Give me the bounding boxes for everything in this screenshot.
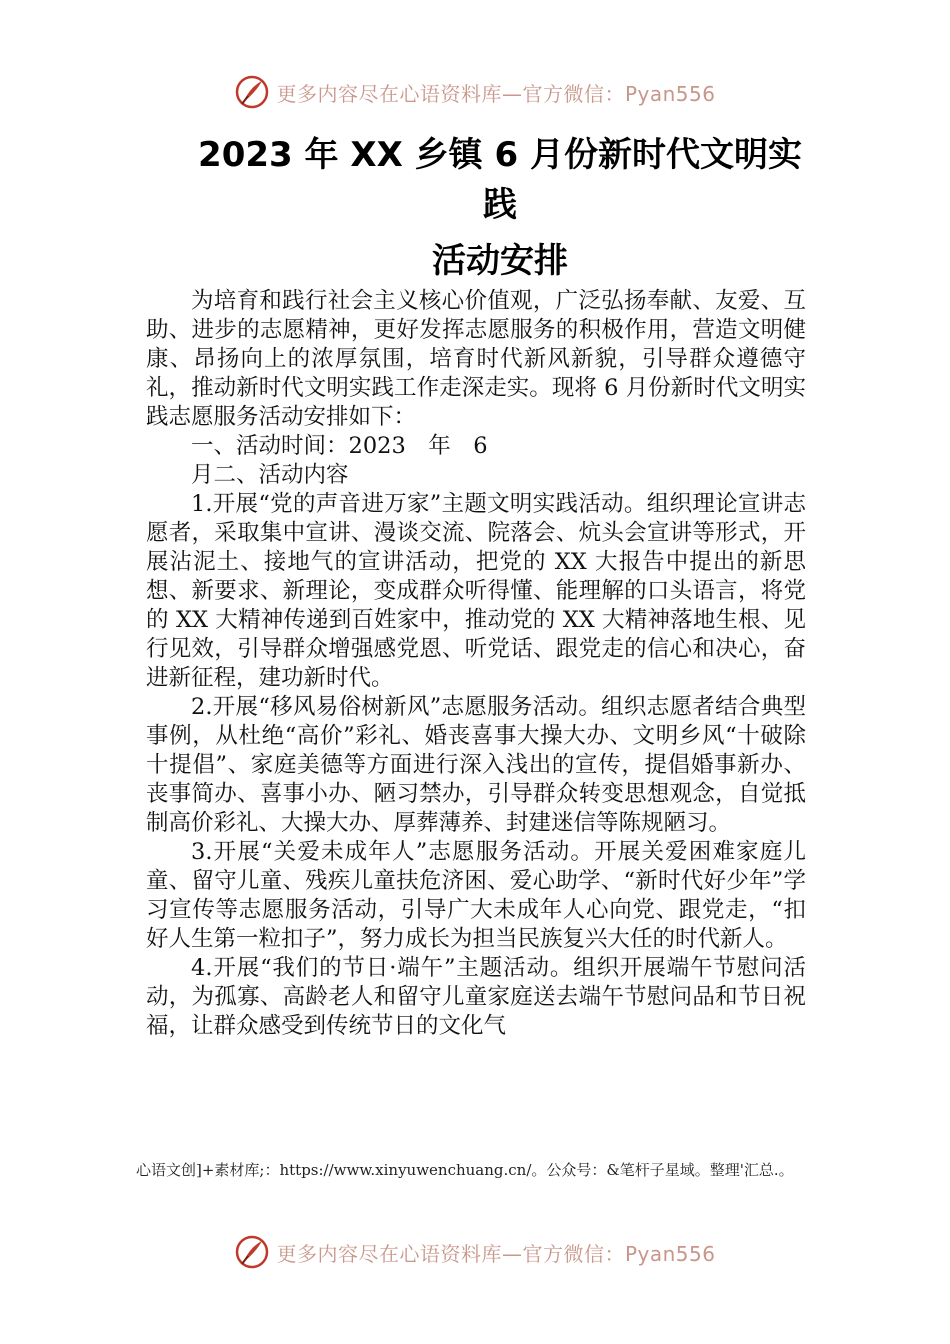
doc-title-line2: 践 [483, 185, 517, 225]
footer-banner [0, 1232, 950, 1272]
doc-title-line3: 活动安排 [432, 241, 568, 281]
paragraph-activity-content: 月二、活动内容 [191, 462, 349, 488]
paragraph-item-4: 4.开展“我们的节日·端午”主题活动。组织开展端午节慰问活动，为孤寡、高龄老人和留守儿童家庭送去端午节慰问品和节日祝福，让群众感受到传统节日的文化气 [146, 955, 806, 1039]
feather-quill-icon [234, 1234, 270, 1270]
doc-title-line1: 2023 年 XX 乡镇 6 月份新时代文明实 [198, 135, 802, 175]
header-banner [0, 72, 950, 112]
paragraph-item-2: 2.开展“移风易俗树新风”志愿服务活动。组织志愿者结合典型事例，从杜绝“高价”彩礼、婚丧喜事大操大办、文明乡风“十破除十提倡”、家庭美德等方面进行深入浅出的宣传，提倡婚事新办、丧事简办、喜事小办、陋习禁办，引导群众转变思想观念，自觉抵制高价彩礼、大操大办、厚葬薄养、封建迷信等陈规陋习。 [146, 694, 806, 836]
paragraph-item-1: 1.开展“党的声音进万家”主题文明实践活动。组织理论宣讲志愿者，采取集中宣讲、漫谈交流、院落会、炕头会宣讲等形式，开展沾泥土、接地气的宣讲活动，把党的 XX 大报告中提出的新思想、新要求、新理论，变成群众听得懂、能理解的口头语言，将党的 XX 大精神传递到百姓家中，推动党的 XX 大精神落地生根、见行见效，引导群众增强感党恩、听党话、跟党走的信心和决心，奋进新征程，建功新时代。 [146, 491, 806, 691]
feather-quill-icon [234, 74, 270, 110]
banner-text: 更多内容尽在心语资料库—官方微信：Pyan556 [276, 81, 716, 106]
doc-body [146, 287, 806, 1041]
source-note: 心语文创]+素材库;：https://www.xinyuwenchuang.cn/。公众号：&笔杆子星域。整理'汇总.。 [136, 1161, 794, 1179]
banner-text: 更多内容尽在心语资料库—官方微信：Pyan556 [276, 1241, 716, 1266]
paragraph-activity-time: 一、活动时间：2023 年 6 [191, 433, 488, 459]
paragraph-intro: 为培育和践行社会主义核心价值观，广泛弘扬奉献、友爱、互助、进步的志愿精神，更好发挥志愿服务的积极作用，营造文明健康、昂扬向上的浓厚氛围，培育时代新风新貌，引导群众遵德守礼，推动新时代文明实践工作走深走实。现将 6 月份新时代文明实践志愿服务活动安排如下： [146, 288, 806, 430]
paragraph-item-3: 3.开展“关爱未成年人”志愿服务活动。开展关爱困难家庭儿童、留守儿童、残疾儿童扶危济困、爱心助学、“新时代好少年”学习宣传等志愿服务活动，引导广大未成年人心向党、跟党走，“扣好人生第一粒扣子”，努力成长为担当民族复兴大任的时代新人。 [146, 839, 806, 952]
